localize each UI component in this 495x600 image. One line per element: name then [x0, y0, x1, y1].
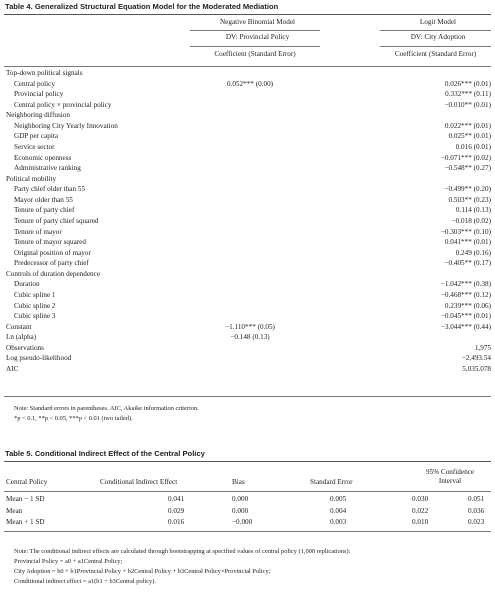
table4-row-col1: −1.110*** (0.05): [225, 322, 275, 331]
table5-cell-ci-low: 0.010: [412, 518, 429, 526]
table4-row: [0, 153, 495, 163]
table4-row: [0, 79, 495, 89]
table5-note-2: Provincial Policy = a0 + a1Central Policy;: [14, 558, 123, 565]
table4-row-col2: −0.499** (0.20): [444, 185, 491, 194]
table5-row: [0, 506, 495, 516]
table5-cell-cie: 0.029: [168, 506, 185, 515]
table4-row: [0, 322, 495, 332]
table4-col2-model: Logit Model: [419, 18, 457, 26]
table4-row: [0, 89, 495, 99]
table4-row: [0, 163, 495, 173]
table4-col2-stat: Coefficient (Standard Error): [394, 50, 477, 58]
table4-row-label: Predecessor of party chief: [14, 259, 89, 268]
table4-col1-dv: DV: Provincial Policy: [225, 33, 290, 41]
table4-row-col2: 0.025** (0.01): [448, 132, 491, 141]
table5-cell-bias: −0.000: [232, 518, 253, 526]
table5-cell-se: 0.005: [330, 495, 347, 503]
table4-row-label: Mayor older than 55: [14, 195, 73, 204]
table4-row-col2: −0.045*** (0.01): [440, 312, 491, 321]
table4-row-label: Central policy: [14, 79, 55, 88]
table5-cell-se: 0.004: [330, 506, 347, 515]
table5-row: [0, 517, 495, 527]
table4-title-rule: [4, 14, 491, 15]
table5-title-rule: [4, 461, 491, 462]
table4-row: [0, 269, 495, 279]
table5-header-se: Standard Error: [310, 478, 353, 486]
table5-header-row: [0, 477, 495, 487]
table4-row: [0, 248, 495, 258]
table4-row: [0, 353, 495, 363]
table4-row: [0, 100, 495, 110]
table4-row-label: Observations: [6, 343, 44, 352]
table4-row-label: Controls of duration dependence: [6, 269, 101, 278]
table4-header-rule-2: [190, 46, 320, 47]
table4-bottom-rule: [4, 396, 491, 397]
table4-row: [0, 343, 495, 353]
table4-row-col2: −0.010** (0.01): [444, 100, 491, 109]
table4-row-label: Tenure of mayor squared: [14, 238, 86, 247]
table4-row-col2: −2,493.54: [461, 354, 491, 363]
table4-row: [0, 258, 495, 268]
table5-cell-ci-low: 0.022: [412, 506, 429, 515]
table5-header-rule: [4, 491, 491, 492]
table4-header-rule-1: [190, 30, 320, 31]
table4-significance-note: *p < 0.1, **p < 0.05, ***p < 0.01 (two tailed).: [14, 415, 133, 422]
table4-row-col2: −1.042*** (0.38): [440, 280, 491, 289]
table4-row-col1: −0.148 (0.13): [230, 333, 270, 342]
table4-row-label: GDP per capita: [14, 132, 59, 141]
table4-row-label: Neighboring City Yearly Innovation: [14, 121, 118, 130]
table5-ci-header-1: 95% Confidence: [425, 468, 475, 476]
table4-col1-stat: Coefficient (Standard Error): [214, 50, 296, 58]
table5-cell-se: 0.003: [330, 518, 347, 526]
table5-header-bias: Bias: [232, 478, 245, 486]
table4-row-col2: 0.016 (0.01): [455, 142, 491, 151]
table4-row: [0, 237, 495, 247]
table4-row-label: Tenure of mayor: [14, 227, 62, 236]
table4-title: Table 4. Generalized Structural Equation Model for the Moderated Mediation: [5, 2, 279, 11]
table4-row-label: Administrative ranking: [14, 164, 81, 173]
table4-row-col2: 0.022*** (0.01): [444, 121, 491, 130]
table4-row-label: Log pseudo-likelihood: [6, 354, 72, 363]
table4-row: [0, 216, 495, 226]
table5-row: [0, 494, 495, 504]
table4-row: [0, 290, 495, 300]
table4-row: [0, 121, 495, 131]
table4-row-col2: 1,975: [474, 343, 491, 352]
table4-row-col2: −0.303*** (0.10): [440, 227, 491, 236]
table4-row-label: Constant: [6, 322, 32, 331]
table4-row-col2: −0.071*** (0.02): [440, 153, 491, 162]
table4-row-col2: 0.026*** (0.01): [444, 79, 491, 88]
table5-cell-cie: 0.041: [168, 495, 185, 503]
table4-row: [0, 110, 495, 120]
table4-row-label: Tenure of party chief squared: [14, 216, 99, 225]
table5-header-cie: Conditional Indirect Effect: [100, 478, 178, 486]
table5-cell-bias: 0.000: [232, 495, 249, 503]
table4-row: [0, 68, 495, 78]
table4-row-label: Political mobility: [6, 174, 57, 183]
table4-row-col2: −0.468*** (0.12): [440, 290, 491, 299]
table4-row-col2: −0.018 (0.02): [451, 216, 491, 225]
table5-cell-cie: 0.016: [168, 518, 185, 526]
table5-note-3: City Adoption = b0 + b1Provincial Policy + b2Central Policy + b3Central Policy×Provincial Policy;: [14, 568, 271, 575]
table4-row-label: Economic openness: [14, 153, 72, 162]
table4-row-col2: 0.503** (0.23): [448, 195, 491, 204]
table4-row-col2: 5,035.078: [462, 364, 491, 373]
table4-row-col2: −0.405** (0.17): [444, 259, 491, 268]
table5-cell-ci-low: 0.030: [412, 495, 429, 503]
table4-header-rule-1b: [380, 30, 491, 31]
table4-row-label: Neighboring diffusion: [6, 111, 70, 120]
table4-row-label: Top-down political signals: [6, 69, 83, 77]
table4-row-col2: 0.239*** (0.06): [444, 301, 491, 310]
table4-row: [0, 279, 495, 289]
table5-cell-central-policy: Mean − 1 SD: [6, 495, 45, 503]
table5-title: Table 5. Conditional Indirect Effect of the Central Policy: [5, 449, 205, 458]
table4-row-col2: −0.548** (0.27): [444, 164, 491, 173]
table4-row: [0, 131, 495, 141]
table5-note-4: Conditional indirect effect = a1(b1 + b3Central policy).: [14, 578, 156, 585]
table4-row-col2: 0.114 (0.13): [455, 206, 491, 215]
table4-row-label: Party chief older than 55: [14, 185, 86, 194]
table4-header-rule-2b: [380, 46, 491, 47]
table4-note: Note: Standard errors in parentheses. AIC, Akaike information criterion.: [14, 405, 199, 412]
table4-row-label: Original position of mayor: [14, 248, 91, 257]
table4-row-label: Central policy × provincial policy: [14, 100, 112, 109]
table5-bottom-rule: [4, 531, 491, 532]
table4-row: [0, 142, 495, 152]
table4-row-label: Ln (alpha): [6, 333, 37, 342]
table5-cell-bias: 0.000: [232, 506, 249, 515]
table4-row: [0, 301, 495, 311]
table5-header-central-policy: Central Policy: [6, 478, 48, 486]
table4-row: [0, 364, 495, 374]
table4-col1-model: Negative Binomial Model: [219, 18, 296, 26]
table4-row-col1: 0.052*** (0.00): [226, 79, 274, 88]
table4-row-col2: −3.044*** (0.44): [440, 322, 491, 331]
table4-row: [0, 174, 495, 184]
table5-cell-ci-high: 0.051: [468, 495, 485, 503]
table4-header-rule-3: [4, 66, 491, 67]
table4-row: [0, 205, 495, 215]
table4-col2-dv: DV: City Adoption: [410, 33, 466, 41]
table4-row-label: AIC: [6, 364, 19, 373]
table4-row-label: Service sector: [14, 142, 55, 151]
table4-row: [0, 227, 495, 237]
table5-cell-central-policy: Mean + 1 SD: [6, 518, 45, 526]
table4-row-label: Cubic spline 1: [14, 290, 56, 299]
table5-cell-ci-high: 0.036: [468, 506, 485, 515]
table4-row: [0, 195, 495, 205]
table4-row-col2: 0.249 (0.16): [455, 248, 491, 257]
table5-note-1: Note: The conditional indirect effects are calculated through bootstrapping at specified values of central policy (1,000 replications):: [14, 548, 351, 555]
table4-row: [0, 184, 495, 194]
table4-row-label: Cubic spline 3: [14, 312, 56, 321]
table5-cell-ci-high: 0.023: [468, 518, 485, 526]
table5-cell-central-policy: Mean: [6, 506, 23, 515]
table4-row-label: Tenure of party chief: [14, 206, 75, 215]
table4-row-label: Provincial policy: [14, 90, 64, 99]
table4-row-label: Duration: [14, 280, 40, 289]
table5-ci-header-2: Interval: [438, 477, 462, 485]
table4-row: [0, 311, 495, 321]
table4-row-col2: 0.041*** (0.01): [444, 238, 491, 247]
table4-row: [0, 332, 495, 342]
table4-row-col2: 0.332*** (0.11): [445, 90, 491, 99]
table4-row-label: Cubic spline 2: [14, 301, 56, 310]
